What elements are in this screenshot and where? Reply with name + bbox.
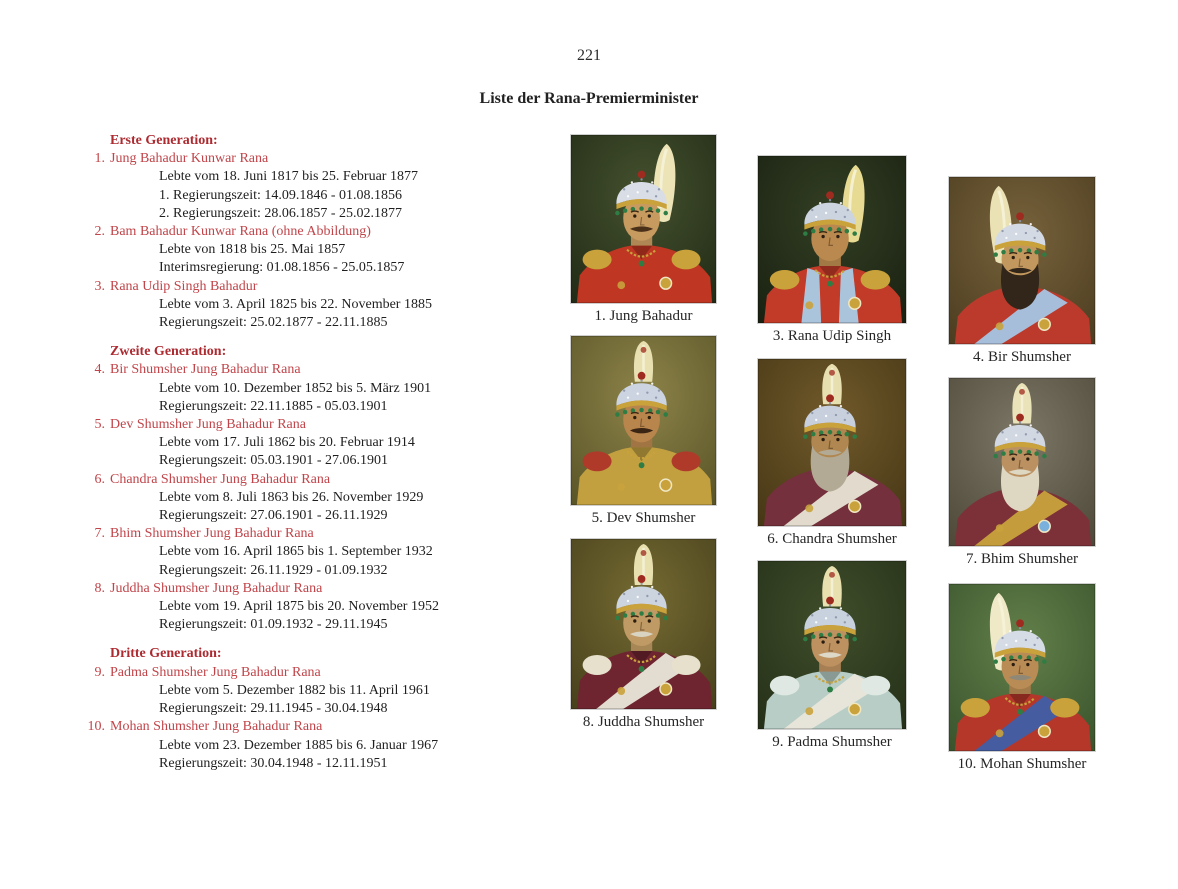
minister-number: 1. [94, 151, 105, 167]
minister-name-text: Padma Shumsher Jung Bahadur Rana [110, 664, 321, 680]
portrait-caption: 6. Chandra Shumsher [767, 531, 897, 547]
portrait-figure [570, 134, 717, 325]
portrait-image [757, 155, 907, 324]
page-title: Liste der Rana-Premierminister [479, 90, 699, 107]
portrait-image [948, 583, 1096, 752]
minister-number: 6. [94, 471, 105, 487]
minister-detail: Lebte vom 18. Juni 1817 bis 25. Februar 1877 [159, 169, 418, 185]
generation-heading: Zweite Generation: [110, 344, 227, 360]
minister-number: 5. [94, 417, 105, 433]
portrait-caption: 1. Jung Bahadur [594, 308, 693, 324]
minister-number: 8. [94, 580, 105, 596]
minister-name-text: Chandra Shumsher Jung Bahadur Rana [110, 471, 331, 487]
minister-name-text: Mohan Shumsher Jung Bahadur Rana [110, 719, 323, 735]
minister-number: 3. [94, 278, 105, 294]
portrait-image [570, 134, 717, 304]
minister-number: 7. [94, 526, 105, 542]
portrait-image [570, 335, 717, 506]
minister-detail: 1. Regierungszeit: 14.09.1846 - 01.08.1856 [159, 187, 403, 203]
portrait-figure [570, 335, 717, 527]
portrait-figure [757, 560, 907, 751]
portrait-caption: 8. Juddha Shumsher [582, 714, 705, 730]
portrait-caption: 5. Dev Shumsher [591, 510, 696, 526]
minister-detail: Lebte vom 16. April 1865 bis 1. September 1932 [159, 544, 433, 560]
minister-detail: Interimsregierung: 01.08.1856 - 25.05.1857 [159, 260, 405, 276]
minister-detail: Lebte vom 19. April 1875 bis 20. November 1952 [159, 599, 439, 615]
minister-detail: Regierungszeit: 01.09.1932 - 29.11.1945 [159, 617, 388, 633]
minister-detail: Lebte vom 10. Dezember 1852 bis 5. März 1901 [159, 380, 432, 396]
minister-name-text: Bhim Shumsher Jung Bahadur Rana [110, 526, 314, 542]
minister-name-text: Bam Bahadur Kunwar Rana (ohne Abbildung) [110, 224, 371, 240]
portrait-figure [948, 176, 1096, 366]
portrait-caption: 9. Padma Shumsher [772, 734, 892, 750]
minister-name-text: Dev Shumsher Jung Bahadur Rana [110, 417, 306, 433]
minister-name-text: Bir Shumsher Jung Bahadur Rana [110, 362, 301, 378]
portrait-figure [757, 155, 907, 345]
minister-detail: Lebte von 1818 bis 25. Mai 1857 [159, 242, 346, 258]
portrait-figure [948, 583, 1096, 773]
minister-detail: Regierungszeit: 27.06.1901 - 26.11.1929 [159, 508, 388, 524]
minister-detail: Lebte vom 17. Juli 1862 bis 20. Februar 1914 [159, 435, 415, 451]
minister-name-text: Jung Bahadur Kunwar Rana [110, 151, 269, 167]
minister-detail: Lebte vom 23. Dezember 1885 bis 6. Januar 1967 [159, 737, 439, 753]
portrait-image [757, 358, 907, 527]
portrait-caption: 3. Rana Udip Singh [772, 328, 892, 344]
portrait-caption: 4. Bir Shumsher [973, 349, 1071, 365]
minister-number: 9. [94, 664, 105, 680]
minister-name-text: Rana Udip Singh Bahadur [110, 278, 258, 294]
minister-detail: Regierungszeit: 05.03.1901 - 27.06.1901 [159, 453, 389, 469]
minister-detail: Regierungszeit: 26.11.1929 - 01.09.1932 [159, 562, 388, 578]
minister-number: 10. [87, 719, 105, 735]
minister-detail: Lebte vom 3. April 1825 bis 22. November 1885 [159, 296, 432, 312]
generation-heading: Erste Generation: [110, 133, 218, 148]
minister-detail: Lebte vom 5. Dezember 1882 bis 11. April 1961 [159, 682, 430, 698]
minister-detail: 2. Regierungszeit: 28.06.1857 - 25.02.1877 [159, 205, 403, 221]
minister-detail: Regierungszeit: 22.11.1885 - 05.03.1901 [159, 398, 388, 414]
portrait-image [570, 538, 717, 710]
portrait-image [757, 560, 907, 730]
minister-detail: Regierungszeit: 30.04.1948 - 12.11.1951 [159, 755, 388, 771]
portrait-image [948, 377, 1096, 547]
minister-detail: Regierungszeit: 29.11.1945 - 30.04.1948 [159, 701, 388, 717]
portrait-figure [570, 538, 717, 731]
portrait-figure [757, 358, 907, 548]
portrait-image [948, 176, 1096, 345]
minister-detail: Regierungszeit: 25.02.1877 - 22.11.1885 [159, 315, 388, 331]
portrait-figure [948, 377, 1096, 568]
portrait-caption: 7. Bhim Shumsher [965, 551, 1079, 567]
generation-heading: Dritte Generation: [110, 646, 222, 662]
minister-number: 4. [94, 362, 105, 378]
portrait-caption: 10. Mohan Shumsher [957, 756, 1087, 772]
minister-name-text: Juddha Shumsher Jung Bahadur Rana [110, 580, 323, 596]
minister-detail: Lebte vom 8. Juli 1863 bis 26. November 1929 [159, 489, 424, 505]
minister-number: 2. [94, 224, 105, 240]
page-number: 221 [577, 47, 601, 64]
